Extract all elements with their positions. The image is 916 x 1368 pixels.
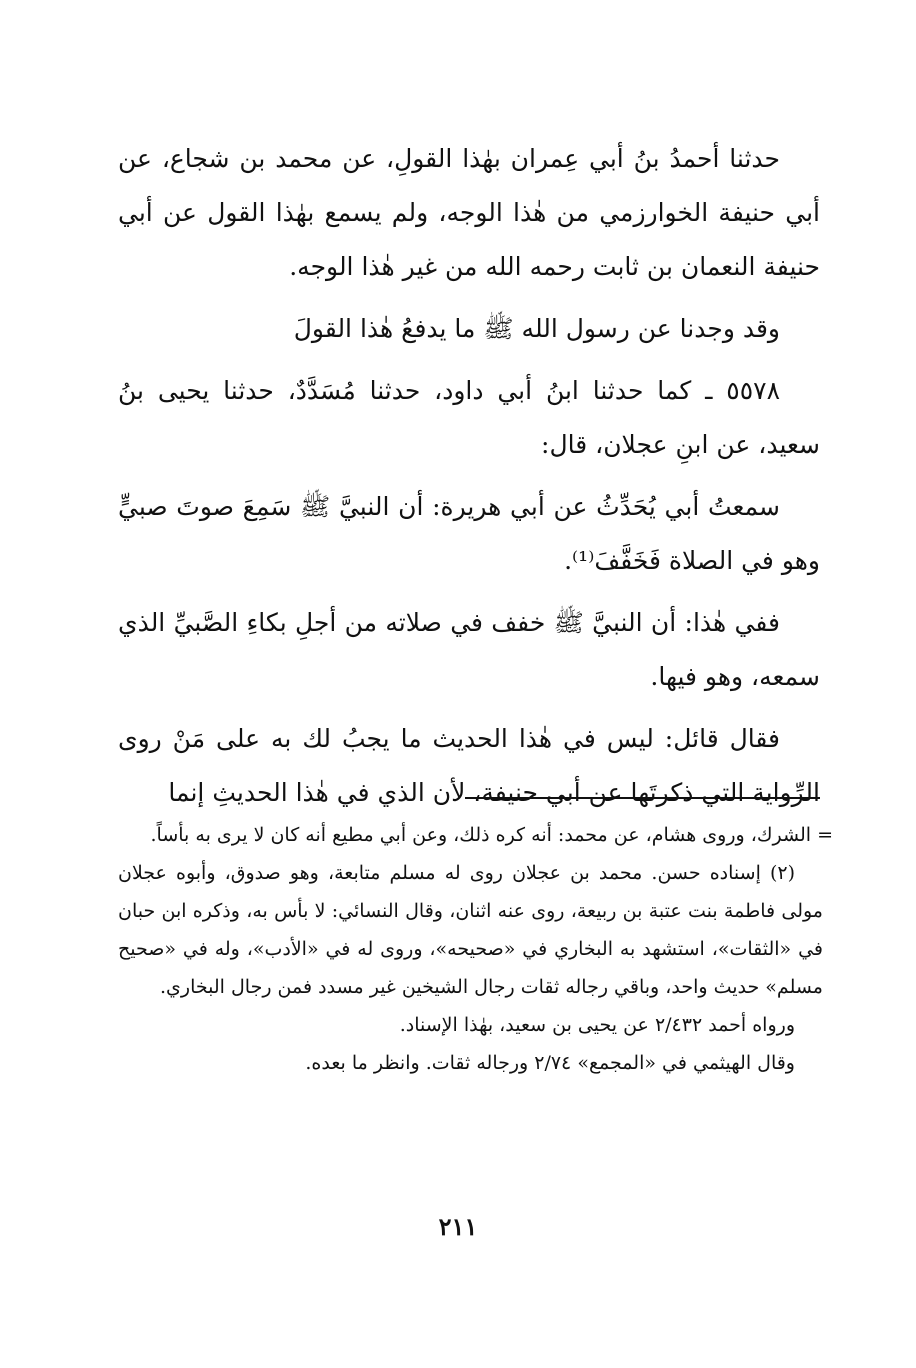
footnotes (118, 816, 833, 1082)
footnote-2: (٢) إسناده حسن. محمد بن عجلان روى له مسلم متابعة، وهو صدوق، وأبوه عجلان مولى فاطمة بنت عتبة بن ربيعة، روى عنه اثنان، وقال النسائي: لا بأس به، وذكره ابن حبان في «الثقات»، استشهد به البخاري في «صحيحه»، وروى له في «الأدب»، وله في «صحيح مسلم» حديث واحد، وباقي رجاله ثقات رجال الشيخين غير مسدد فمن رجال البخاري. (118, 862, 823, 998)
paragraph-1: حدثنا أحمدُ بنُ أبي عِمران بهٰذا القولِ، عن محمد بن شجاع، عن أبي حنيفة الخوارزمي من هٰذا الوجه، ولم يسمع بهٰذا القول عن أبي حنيفة النعمان بن ثابت رحمه الله من غير هٰذا الوجه. (118, 144, 820, 281)
main-text (118, 132, 820, 820)
footnote-continuation: = الشرك، وروى هشام، عن محمد: أنه كره ذلك، وعن أبي مطيع أنه كان لا يرى به بأساً. (150, 824, 833, 846)
paragraph-hadith-number: ٥٥٧٨ ـ كما حدثنا ابنُ أبي داود، حدثنا مُسَدَّدٌ، حدثنا يحيى بنُ سعيد، عن ابنِ عجلان، قال: (118, 376, 820, 459)
paragraph-commentary: ففي هٰذا: أن النبيَّ ﷺ خفف في صلاته من أجلِ بكاءِ الصَّبيِّ الذي سمعه، وهو فيها. (118, 608, 820, 691)
footnote-separator (465, 797, 820, 799)
paragraph-hadith-text: سمعتُ أبي يُحَدِّثُ عن أبي هريرة: أن النبيَّ ﷺ سَمِعَ صوتَ صبيٍّ وهو في الصلاة فَخَفَّفَ⁽¹⁾. (118, 492, 820, 575)
footnote-2-reference: ورواه أحمد ٢/٤٣٢ عن يحيى بن سعيد، بهٰذا الإسناد. (399, 1014, 795, 1036)
paragraph-2: وقد وجدنا عن رسول الله ﷺ ما يدفعُ هٰذا القولَ (293, 314, 780, 343)
footnote-2-haythami: وقال الهيثمي في «المجمع» ٢/٧٤ ورجاله ثقات. وانظر ما بعده. (305, 1052, 795, 1074)
paragraph-objection: فقال قائل: ليس في هٰذا الحديث ما يجبُ لك به على مَنْ روى الرِّواية التي ذكرتَها عن أبي حنيفة، لأن الذي في هٰذا الحديثِ إنما (118, 724, 820, 807)
page-number: ٢١١ (438, 1212, 478, 1241)
